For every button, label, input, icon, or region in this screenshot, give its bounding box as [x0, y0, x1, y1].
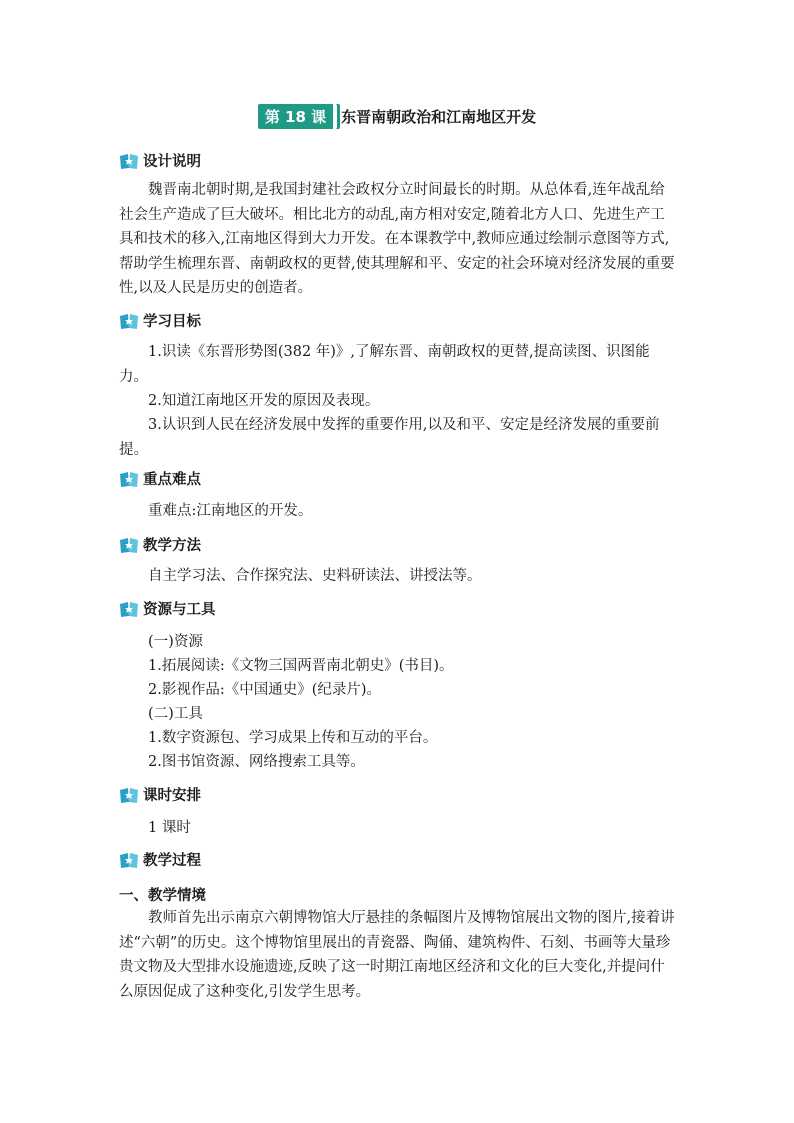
section-heading-key-points: [119, 468, 201, 489]
open-book-icon: [119, 536, 139, 554]
lesson-title: 东晋南朝政治和江南地区开发: [341, 108, 537, 126]
resource-item-1: 1.拓展阅读:《文物三国两晋南北朝史》(书目)。: [148, 658, 454, 674]
section-heading-label: 资源与工具: [143, 602, 216, 618]
resource-item-2: 2.影视作品:《中国通史》(纪录片)。: [148, 682, 382, 698]
lesson-number-badge: 第 18 课: [258, 104, 337, 129]
methods-text: 自主学习法、合作探究法、史料研读法、讲授法等。: [148, 568, 482, 584]
lesson-title-row: [0, 104, 794, 129]
tool-item-1: 1.数字资源包、学习成果上传和互动的平台。: [148, 730, 438, 746]
process-paragraph: 教师首先出示南京六朝博物馆大厅悬挂的条幅图片及博物馆展出文物的图片,接着讲述“六朝”的历史。这个博物馆里展出的青瓷器、陶俑、建筑构件、石刻、书画等大量珍贵文物及大型排水设施遗迹,反映了这一时期江南地区经济和文化的巨大变化,并提问什么原因促成了这种变化,引发学生思考。: [119, 910, 675, 1000]
open-book-icon: [119, 786, 139, 804]
section-heading-label: 设计说明: [143, 154, 201, 170]
section-heading-label: 教学过程: [143, 853, 201, 869]
schedule-text: 1 课时: [148, 820, 191, 836]
section-heading-schedule: [119, 784, 201, 805]
design-paragraph: 魏晋南北朝时期,是我国封建社会政权分立时间最长的时期。从总体看,连年战乱给社会生产造成了巨大破坏。相比北方的动乱,南方相对安定,随着北方人口、先进生产工具和技术的移入,江南地区得到大力开发。在本课教学中,教师应通过绘制示意图等方式,帮助学生梳理东晋、南朝政权的更替,使其理解和平、安定的社会环境对经济发展的重要性,以及人民是历史的创造者。: [119, 182, 675, 296]
section-heading-resources: [119, 598, 216, 619]
tool-item-2: 2.图书馆资源、网络搜索工具等。: [148, 754, 365, 770]
goal-item-2: 2.知道江南地区开发的原因及表现。: [148, 393, 380, 409]
open-book-icon: [119, 470, 139, 488]
goal-item-1: 1.识读《东晋形势图(382 年)》,了解东晋、南朝政权的更替,提高读图、识图能力。: [119, 344, 650, 385]
process-subheading: 一、教学情境: [119, 888, 206, 904]
open-book-icon: [119, 312, 139, 330]
section-heading-label: 重点难点: [143, 472, 201, 488]
open-book-icon: [119, 851, 139, 869]
section-heading-methods: [119, 534, 201, 555]
key-points-text: 重难点:江南地区的开发。: [148, 503, 313, 519]
section-heading-process: [119, 849, 201, 870]
resources-group-title: (一)资源: [148, 634, 203, 650]
section-heading-label: 学习目标: [143, 314, 201, 330]
open-book-icon: [119, 600, 139, 618]
goal-item-3: 3.认识到人民在经济发展中发挥的重要作用,以及和平、安定是经济发展的重要前提。: [119, 417, 660, 458]
section-heading-label: 课时安排: [143, 788, 201, 804]
section-heading-goals: [119, 310, 201, 331]
section-heading-label: 教学方法: [143, 538, 201, 554]
open-book-icon: [119, 152, 139, 170]
tools-group-title: (二)工具: [148, 706, 203, 722]
section-heading-design: [119, 150, 201, 171]
